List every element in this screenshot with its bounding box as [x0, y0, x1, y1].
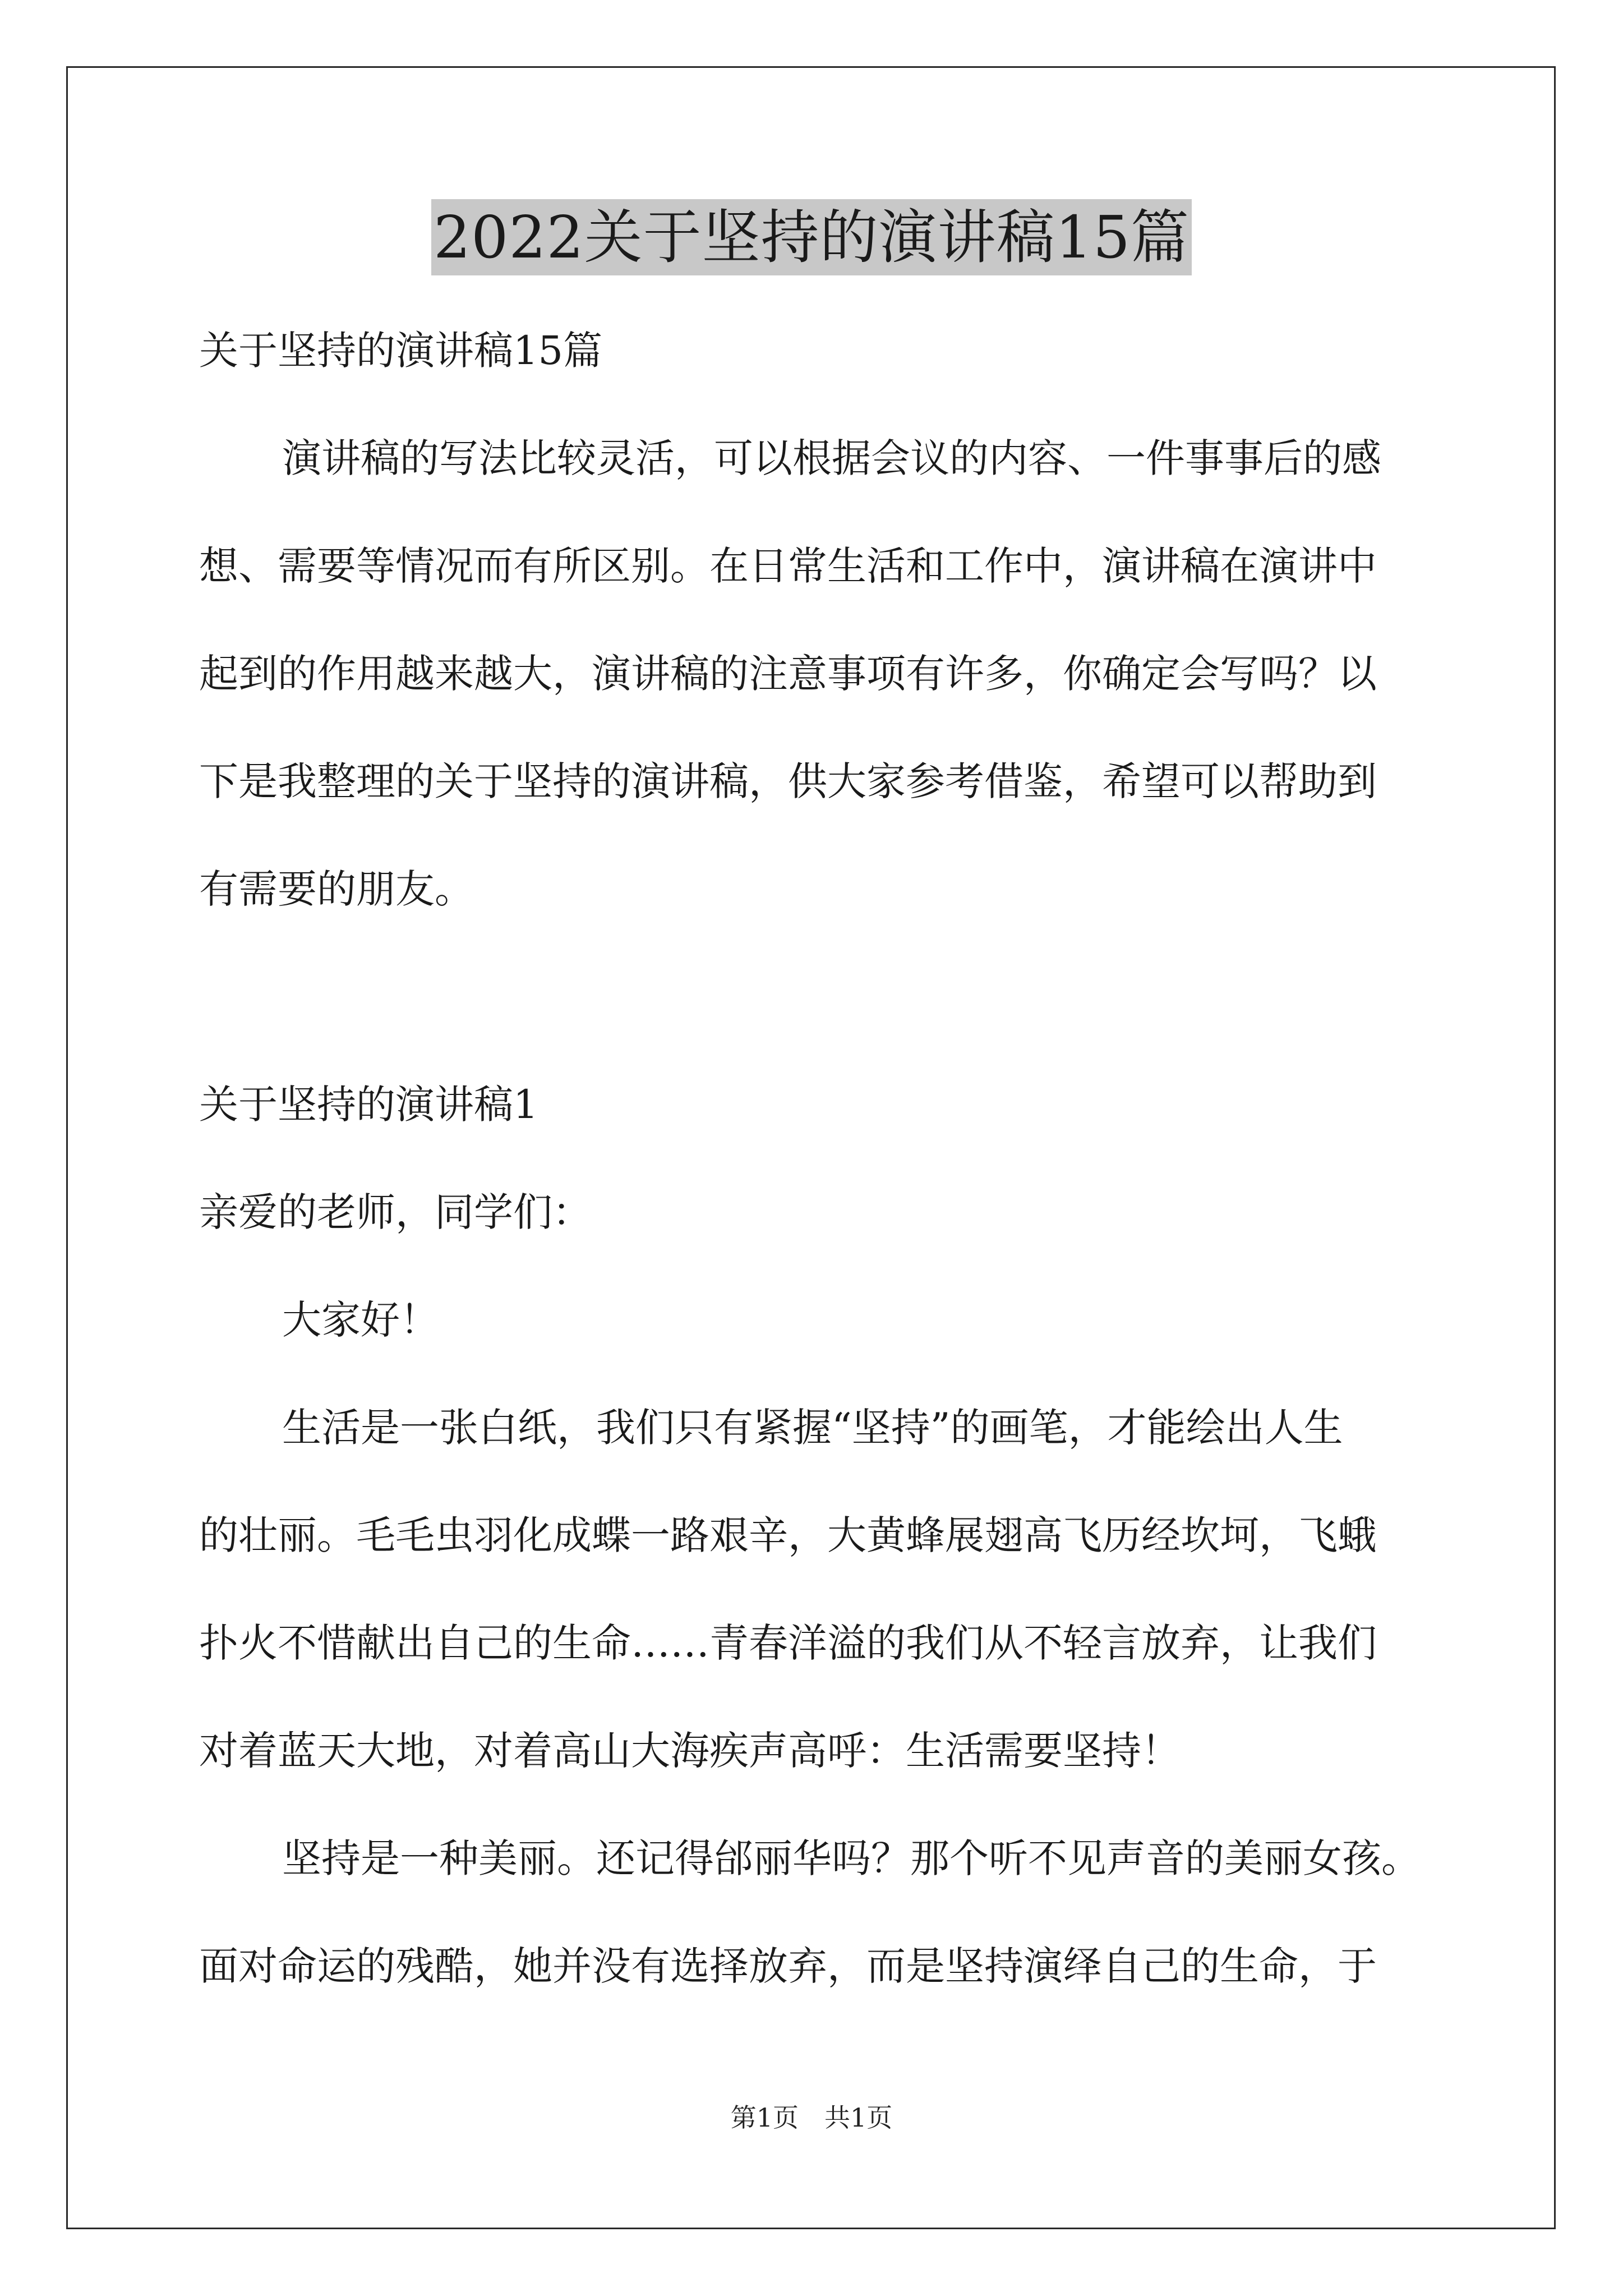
- paragraph-line: 起到的作用越来越大，演讲稿的注意事项有许多，你确定会写吗？以: [199, 651, 1377, 697]
- paragraph-line: 生活是一张白纸，我们只有紧握“坚持”的画笔，才能绘出人生: [282, 1405, 1343, 1451]
- greeting: 大家好！: [282, 1297, 439, 1343]
- paragraph-line: 扑火不惜献出自己的生命……青春洋溢的我们从不轻言放弃，让我们: [199, 1620, 1377, 1666]
- paragraph-line: 想、需要等情况而有所区别。在日常生活和工作中，演讲稿在演讲中: [199, 543, 1377, 589]
- paragraph-line: 面对命运的残酷，她并没有选择放弃，而是坚持演绎自己的生命，于: [199, 1943, 1377, 1989]
- document-body: [199, 314, 1438, 2037]
- document-title: 2022关于坚持的演讲稿15篇: [431, 199, 1192, 275]
- blank-line: [199, 960, 1438, 1068]
- title-container: [0, 199, 1623, 275]
- page-footer: 第1页 共1页: [730, 2102, 893, 2133]
- paragraph-line: 有需要的朋友。: [199, 866, 474, 912]
- section-heading: 关于坚持的演讲稿1: [199, 1082, 538, 1128]
- paragraph-line: 的壮丽。毛毛虫羽化成蝶一路艰辛，大黄蜂展翅高飞历经坎坷，飞蛾: [199, 1512, 1377, 1558]
- paragraph-line: 坚持是一种美丽。还记得邰丽华吗？那个听不见声音的美丽女孩。: [282, 1835, 1421, 1881]
- paragraph-line: 关于坚持的演讲稿15篇: [199, 328, 603, 374]
- paragraph-line: 对着蓝天大地，对着高山大海疾声高呼：生活需要坚持！: [199, 1728, 1181, 1774]
- paragraph-line: 下是我整理的关于坚持的演讲稿，供大家参考借鉴，希望可以帮助到: [199, 758, 1377, 804]
- salutation: 亲爱的老师，同学们：: [199, 1189, 592, 1235]
- paragraph-line: 演讲稿的写法比较灵活，可以根据会议的内容、一件事事后的感: [282, 435, 1381, 481]
